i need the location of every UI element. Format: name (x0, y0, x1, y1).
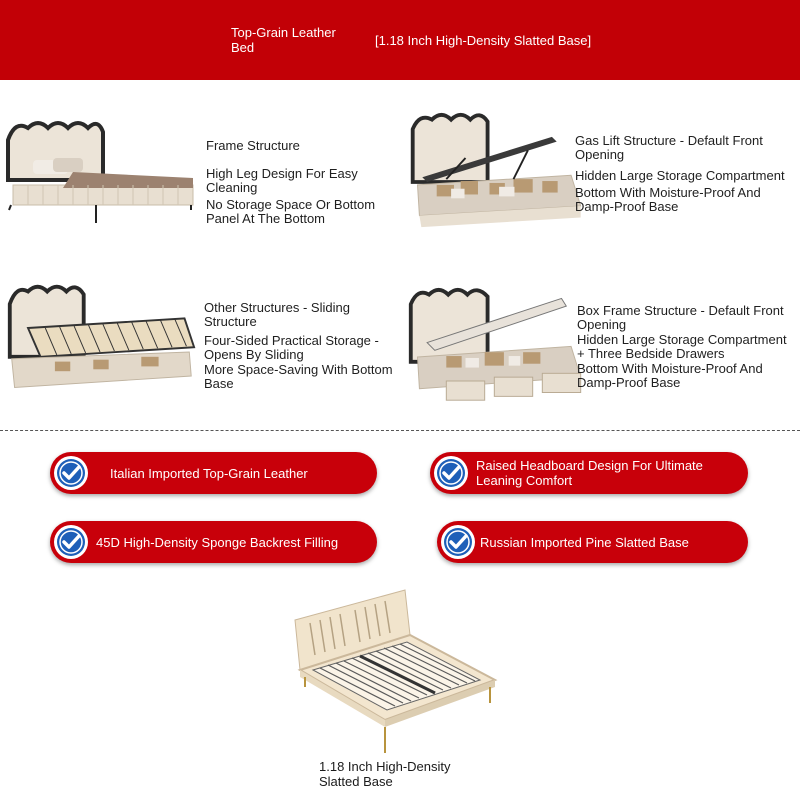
feature-label: Russian Imported Pine Slatted Base (480, 534, 689, 550)
sliding-structure-image (3, 280, 198, 400)
product-title: Top-Grain Leather Bed (231, 25, 336, 55)
frame-structure-image (3, 110, 198, 230)
structure-line: Hidden Large Storage Compartment + Three Bedside Drawers (577, 332, 787, 361)
structure-line: Bottom With Moisture-Proof And Damp-Proof Base (577, 361, 763, 390)
structure-line: More Space-Saving With Bottom Base (204, 362, 393, 391)
checkmark-badge-icon (54, 456, 88, 490)
feature-label: 45D High-Density Sponge Backrest Filling (96, 534, 339, 550)
structure-line: Hidden Large Storage Compartment (575, 168, 785, 183)
feature-label: Raised Headboard Design For Ultimate Leaning Comfort (476, 458, 703, 488)
sliding-structure-text (204, 301, 399, 394)
feature-pill-pine-base (437, 521, 748, 563)
feature-pill-sponge (50, 521, 377, 563)
checkmark-badge-icon (441, 525, 475, 559)
structure-line: Four-Sided Practical Storage - Opens By Sliding (204, 333, 379, 362)
structure-line: No Storage Space Or Bottom Panel At The Bottom (206, 197, 376, 226)
slatted-base-bed-image (285, 585, 505, 755)
structure-heading: Box Frame Structure - Default Front Opening (577, 303, 784, 332)
box-frame-structure-image (404, 285, 599, 405)
checkmark-badge-icon (434, 456, 468, 490)
section-divider (0, 430, 800, 431)
structure-heading: Frame Structure (206, 138, 300, 153)
frame-structure-text (206, 139, 391, 229)
feature-pill-headboard (430, 452, 748, 494)
structure-line: Bottom With Moisture-Proof And Damp-Proof Base (575, 185, 761, 214)
structure-line: High Leg Design For Easy Cleaning (206, 166, 358, 195)
structure-heading: Gas Lift Structure - Default Front Opening (575, 133, 763, 162)
bottom-caption: 1.18 Inch High-Density Slatted Base (319, 759, 451, 789)
gas-lift-structure-image (404, 110, 599, 230)
feature-pill-leather (50, 452, 377, 494)
header-banner (0, 0, 800, 80)
feature-label: Italian Imported Top-Grain Leather (110, 465, 308, 481)
structure-heading: Other Structures - Sliding Structure (204, 300, 350, 329)
checkmark-badge-icon (54, 525, 88, 559)
product-subtitle: [1.18 Inch High-Density Slatted Base] (375, 33, 592, 48)
box-frame-structure-text (577, 304, 797, 391)
gas-lift-structure-text (575, 134, 795, 217)
